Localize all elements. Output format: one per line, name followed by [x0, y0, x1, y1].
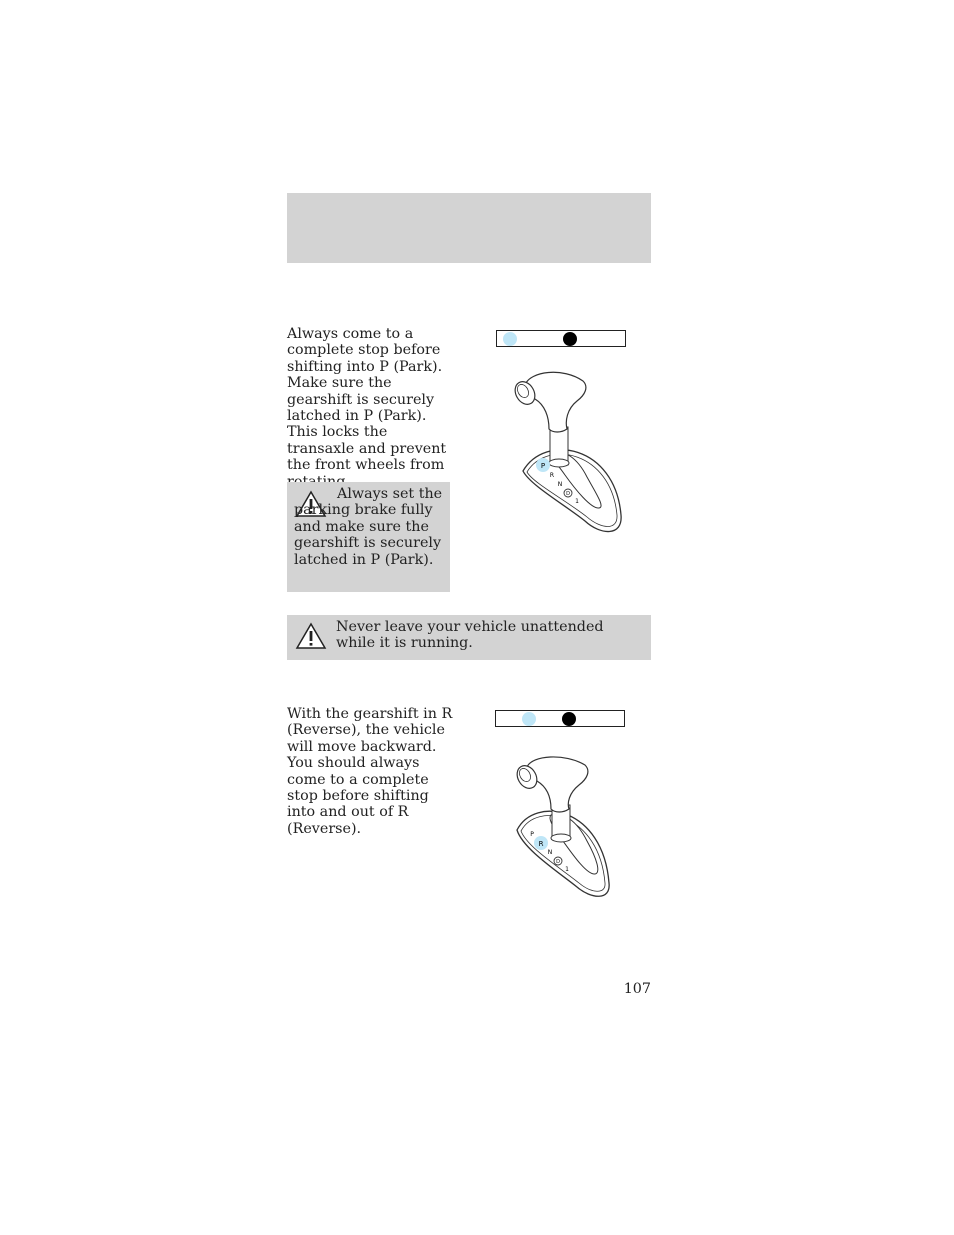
- reverse-instructions: With the gearshift in R (Reverse), the vehicle will move backward. You should always come to a complete stop before shifting into and out of R (Reverse).: [287, 706, 453, 837]
- gear-letter-d: D: [566, 491, 570, 497]
- light-dot-icon: [522, 712, 536, 726]
- gear-letter-1: 1: [565, 866, 569, 873]
- light-dot-icon: [503, 332, 517, 346]
- page-number: 107: [623, 981, 651, 997]
- gear-letter-n: N: [557, 481, 563, 488]
- gear-letter-1: 1: [575, 498, 579, 505]
- dark-dot-icon: [563, 332, 577, 346]
- unattended-vehicle-warning: [287, 615, 651, 660]
- warning-triangle-icon: [295, 622, 327, 650]
- gear-letter-p: P: [530, 831, 534, 838]
- section-header-band: [287, 193, 651, 263]
- gearshift-reverse-illustration: [505, 755, 635, 905]
- gear-letter-r: R: [538, 840, 544, 848]
- unattended-vehicle-warning-text: Never leave your vehicle unattended while it is running.: [336, 619, 604, 652]
- gear-letter-r: R: [549, 472, 555, 479]
- dark-dot-icon: [562, 712, 576, 726]
- park-indicator-bar: [496, 330, 626, 347]
- parking-brake-warning: [287, 482, 450, 592]
- gearshift-park-illustration: [505, 365, 635, 540]
- reverse-indicator-bar: [495, 710, 625, 727]
- gear-letter-d: D: [556, 859, 560, 865]
- park-instructions: Always come to a complete stop before shifting into P (Park). Make sure the gearshift is securely latched in P (Park). This locks the transaxle and prevent the front wheels from: [287, 326, 447, 474]
- gear-letter-n: N: [547, 849, 553, 856]
- parking-brake-warning-text: Always set the parking brake fully and make sure the gearshift is securely latched in P (Park).: [294, 486, 443, 568]
- gear-letter-p: P: [540, 462, 546, 470]
